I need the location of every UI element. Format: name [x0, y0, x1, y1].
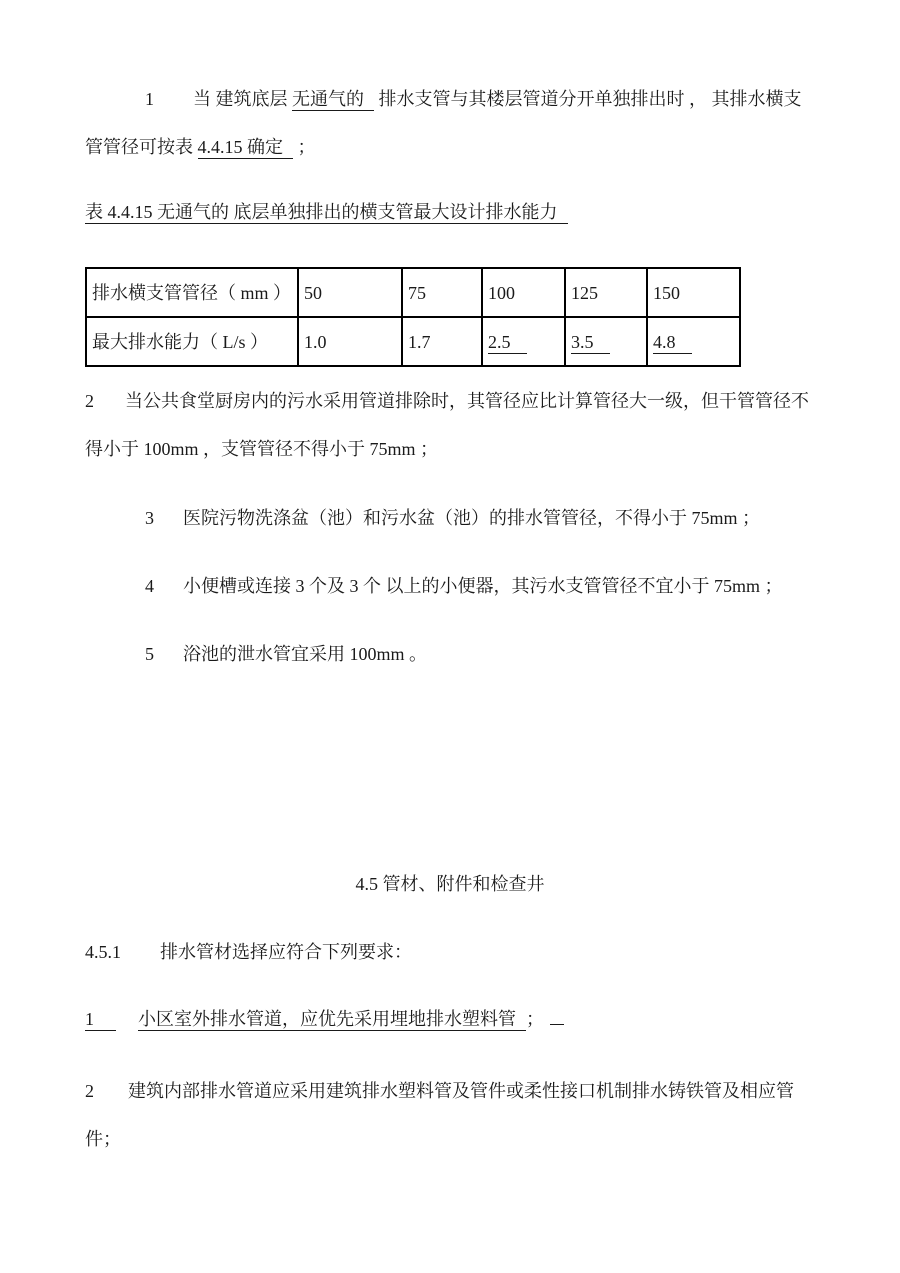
item-number: 5: [145, 644, 154, 664]
cell-diameter-125: 125: [565, 268, 647, 317]
clause-4-5-1-item-2: [85, 1067, 815, 1163]
cell-value-underlined: 3.5: [571, 332, 610, 354]
text-segment-underlined: 无通气的: [292, 89, 374, 111]
cell-capacity-3.5: [565, 317, 647, 366]
cell-value-underlined: 2.5: [488, 332, 527, 354]
text-segment: 当 建筑底层: [193, 89, 292, 109]
paragraph-item-3: [85, 494, 815, 542]
clause-4-5-1-item-1: [85, 995, 815, 1043]
cell-capacity-1.7: 1.7: [402, 317, 482, 366]
text-segment-underlined: 小区室外排水管道，应优先采用埋地排水塑料管: [138, 1009, 526, 1031]
paragraph-item-4: [85, 562, 815, 610]
paragraph-item-1: [85, 75, 815, 171]
cell-capacity-2.5: [482, 317, 565, 366]
item-number: 4: [145, 576, 154, 596]
table-caption: [85, 188, 815, 236]
item-number: 1: [145, 89, 154, 109]
text-segment: ；: [526, 1009, 544, 1029]
table-row-max-capacity: [86, 317, 740, 366]
text-segment: 排水管材选择应符合下列要求：: [160, 942, 412, 962]
table-row-pipe-diameter: [86, 268, 740, 317]
text-segment: ；: [293, 137, 316, 157]
paragraph-item-2: [85, 377, 815, 473]
cell-diameter-150: 150: [647, 268, 740, 317]
paragraph-item-5: [85, 630, 815, 678]
table-body: [86, 268, 740, 366]
table-caption-text: 表 4.4.15 无通气的 底层单独排出的横支管最大设计排水能力: [85, 202, 568, 224]
cell-diameter-75: 75: [402, 268, 482, 317]
clause-number: 4.5.1: [85, 942, 121, 962]
text-segment: 医院污物洗涤盆（池）和污水盆（池）的排水管管径，不得小于 75mm ；: [183, 508, 760, 528]
item-number: 3: [145, 508, 154, 528]
text-segment: 排水支管与其楼层管道分开单独排出时 ， 其排水横支管管径可按表: [85, 89, 802, 157]
cell-diameter-100: 100: [482, 268, 565, 317]
section-heading-4-5: 4.5 管材、附件和检查井: [355, 874, 545, 894]
item-number-underlined: 1: [85, 1009, 116, 1031]
underline-blank-mark: [550, 1006, 564, 1025]
table-4-4-15: [85, 267, 741, 367]
row-header-max-capacity: 最大排水能力（ L/s ）: [86, 317, 298, 366]
table-reference-underlined: 4.4.15 确定: [198, 137, 294, 159]
row-header-pipe-diameter: 排水横支管管径（ mm ）: [86, 268, 298, 317]
text-segment: 小便槽或连接 3 个及 3 个 以上的小便器，其污水支管管径不宜小于 75mm ；: [183, 576, 783, 596]
clause-4-5-1: [85, 928, 815, 976]
item-number: 2: [85, 391, 94, 411]
text-segment: 浴池的泄水管宜采用 100mm 。: [183, 644, 428, 664]
cell-value-underlined: 4.8: [653, 332, 692, 354]
item-number: 2: [85, 1081, 94, 1101]
text-segment: 建筑内部排水管道应采用建筑排水塑料管及管件或柔性接口机制排水铸铁管及相应管件；: [85, 1081, 794, 1149]
text-segment: 当公共食堂厨房内的污水采用管道排除时，其管径应比计算管径大一级，但干管管径不得小于 100mm ，支管管径不得小于 75mm ；: [85, 391, 809, 459]
cell-capacity-4.8: [647, 317, 740, 366]
cell-capacity-1.0: 1.0: [298, 317, 402, 366]
cell-diameter-50: 50: [298, 268, 402, 317]
